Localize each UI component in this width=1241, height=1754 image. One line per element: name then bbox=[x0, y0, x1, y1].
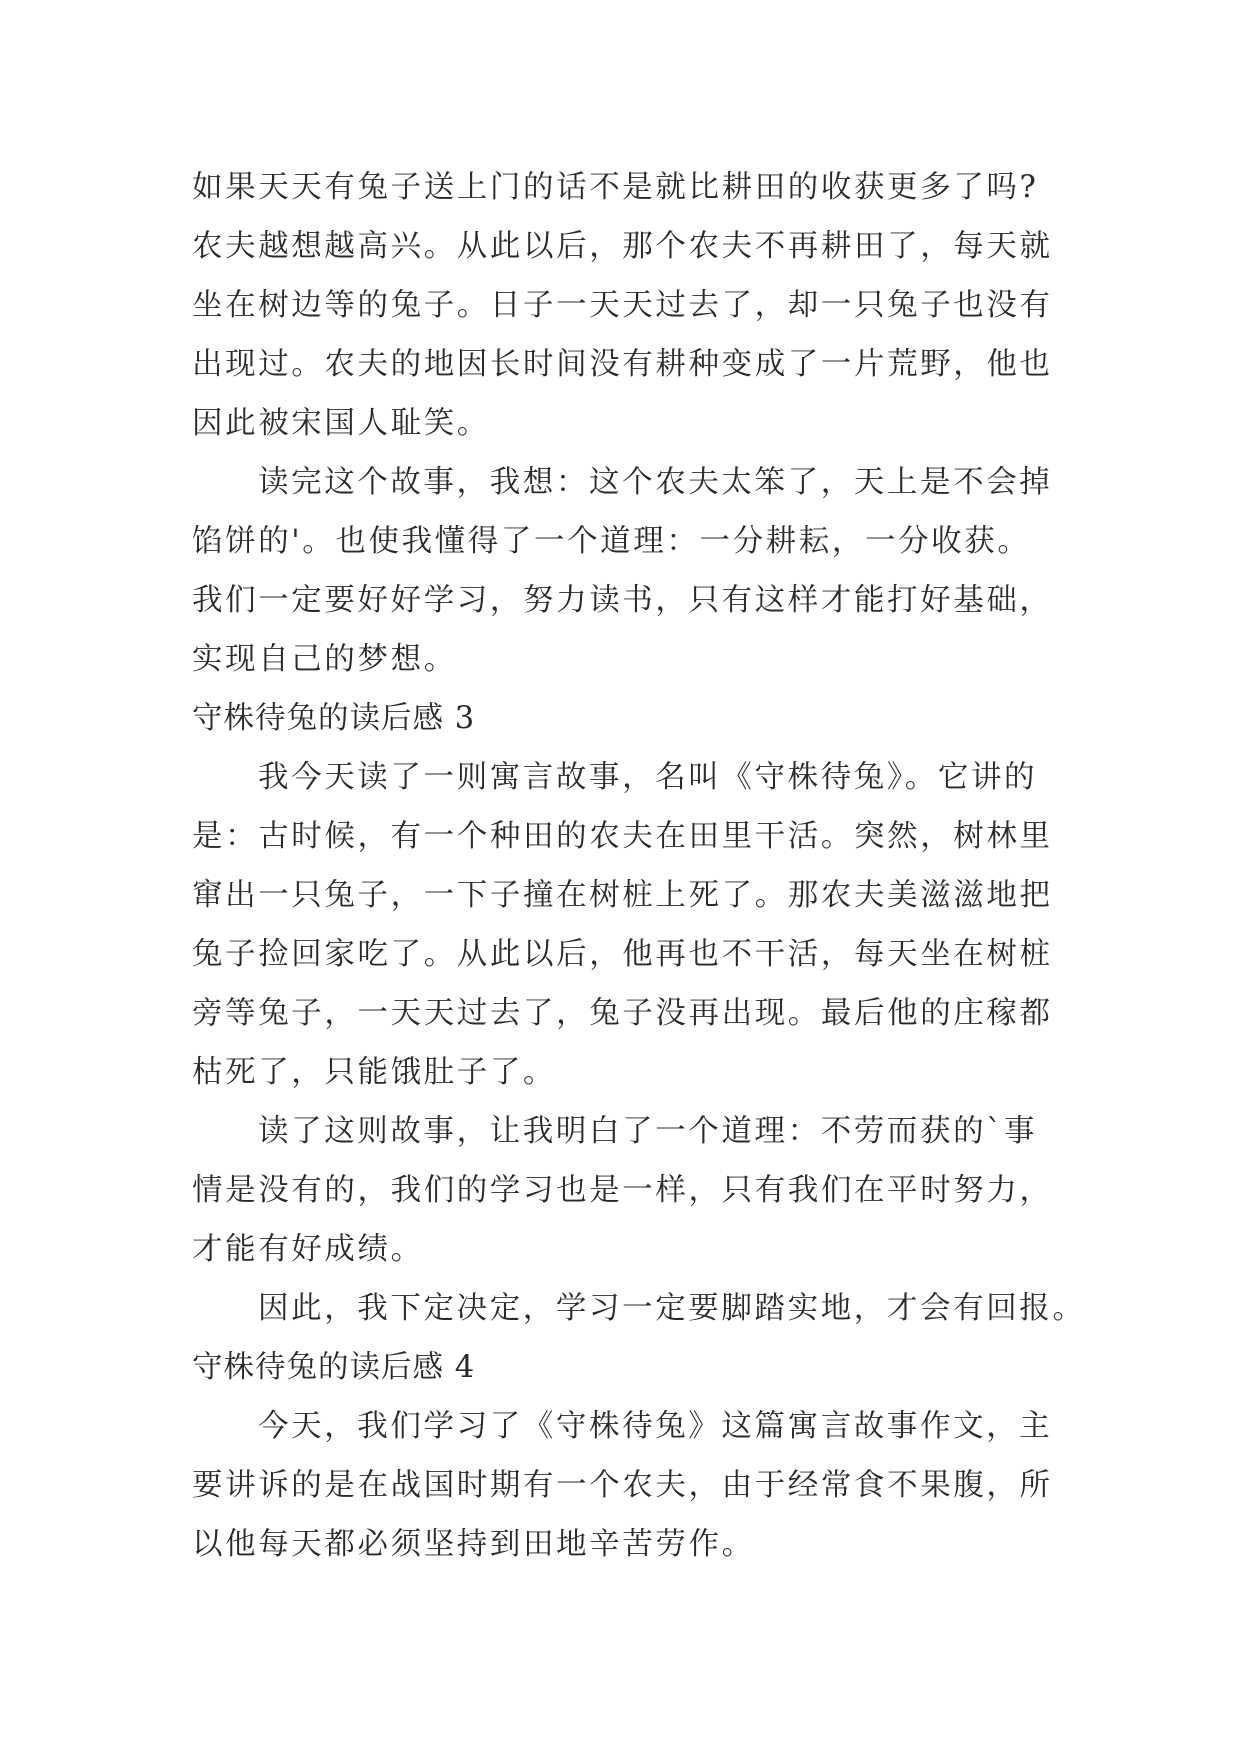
text-line: 实现自己的梦想。 bbox=[192, 642, 457, 677]
document-body bbox=[192, 158, 1086, 1574]
text-line: 我今天读了一则寓言故事，名叫《守株待兔》。它讲的 bbox=[258, 760, 1038, 795]
paragraph bbox=[192, 1279, 1086, 1338]
text-line: 如果天天有兔子送上门的话不是就比耕田的收获更多了吗? bbox=[192, 170, 1039, 205]
text-line: 旁等兔子，一天天过去了，兔子没再出现。最后他的庄稼都 bbox=[192, 996, 1053, 1031]
text-line: 坐在树边等的兔子。日子一天天过去了，却一只兔子也没有 bbox=[192, 288, 1053, 323]
text-line: 我们一定要好好学习，努力读书，只有这样才能打好基础， bbox=[192, 583, 1053, 618]
text-line: 才能有好成绩。 bbox=[192, 1232, 424, 1267]
text-line: 馅饼的'。也使我懂得了一个道理：一分耕耘，一分收获。 bbox=[192, 524, 1031, 559]
text-line: 枯死了，只能饿肚子了。 bbox=[192, 1055, 557, 1090]
text-line: 守株待兔的读后感 3 bbox=[192, 701, 476, 736]
section-heading bbox=[192, 689, 1052, 748]
text-line: 出现过。农夫的地因长时间没有耕种变成了一片荒野，他也 bbox=[192, 347, 1053, 382]
text-line: 守株待兔的读后感 4 bbox=[192, 1350, 476, 1385]
paragraph bbox=[192, 1102, 1052, 1279]
paragraph bbox=[192, 748, 1052, 1102]
text-line: 兔子捡回家吃了。从此以后，他再也不干活，每天坐在树桩 bbox=[192, 937, 1053, 972]
paragraph bbox=[192, 1397, 1052, 1574]
text-line: 以他每天都必须坚持到田地辛苦劳作。 bbox=[192, 1527, 755, 1562]
text-line: 今天，我们学习了《守株待兔》这篇寓言故事作文，主 bbox=[258, 1409, 1053, 1444]
text-line: 情是没有的，我们的学习也是一样，只有我们在平时努力， bbox=[192, 1173, 1053, 1208]
text-line: 是：古时候，有一个种田的农夫在田里干活。突然，树林里 bbox=[192, 819, 1053, 854]
text-line: 要讲诉的是在战国时期有一个农夫，由于经常食不果腹，所 bbox=[192, 1468, 1053, 1503]
text-line: 窜出一只兔子，一下子撞在树桩上死了。那农夫美滋滋地把 bbox=[192, 878, 1053, 913]
text-line: 因此被宋国人耻笑。 bbox=[192, 406, 490, 441]
paragraph bbox=[192, 158, 1052, 453]
paragraph bbox=[192, 453, 1052, 689]
section-heading bbox=[192, 1338, 1052, 1397]
text-line: 农夫越想越高兴。从此以后，那个农夫不再耕田了，每天就 bbox=[192, 229, 1053, 264]
text-line: 因此，我下定决定，学习一定要脚踏实地，才会有回报。 bbox=[258, 1291, 1086, 1326]
text-line: 读完这个故事，我想：这个农夫太笨了，天上是不会掉 bbox=[258, 465, 1053, 500]
text-line: 读了这则故事，让我明白了一个道理：不劳而获的`事 bbox=[258, 1114, 1038, 1149]
